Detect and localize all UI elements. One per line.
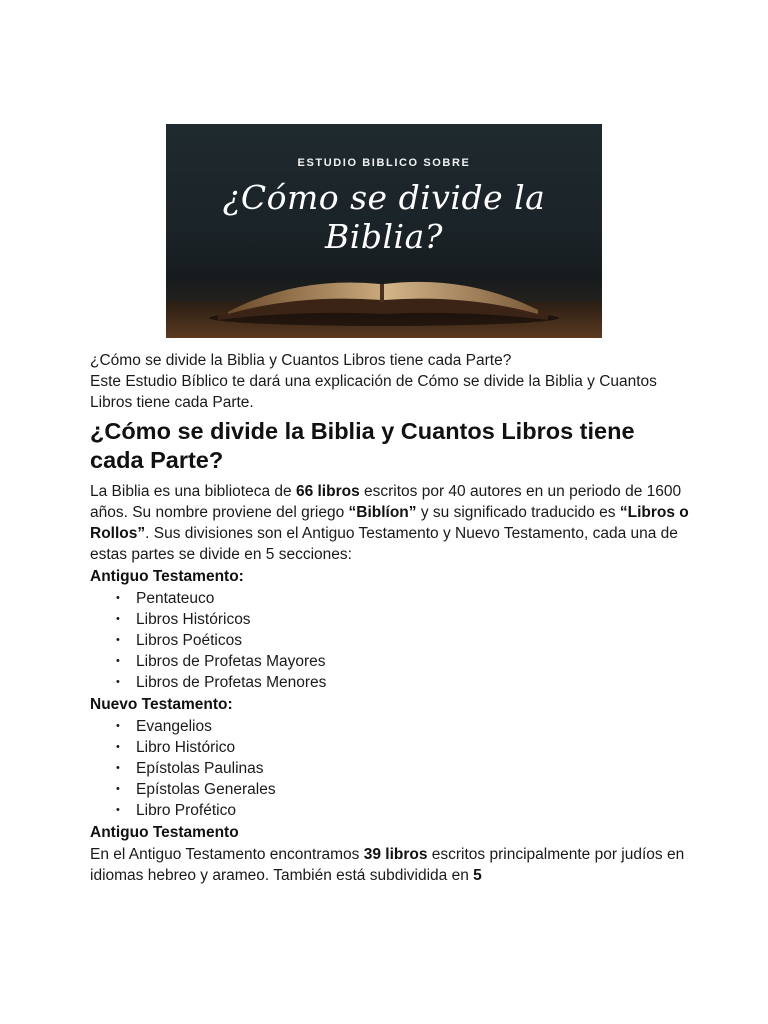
new-testament-label: Nuevo Testamento:: [90, 696, 233, 713]
list-item: [116, 800, 690, 821]
bullet-icon: •: [116, 634, 120, 646]
bullet-icon: •: [116, 720, 120, 732]
intro-text: Este Estudio Bíblico te dará una explicación de Cómo se divide la Biblia y Cuantos Libros tiene cada Parte.: [90, 373, 657, 411]
list-item-label: Libro Histórico: [136, 739, 236, 756]
list-item: [116, 779, 690, 800]
list-item-label: Libros de Profetas Menores: [136, 674, 327, 691]
bullet-icon: •: [116, 676, 120, 688]
list-item-label: Libros de Profetas Mayores: [136, 653, 326, 670]
paragraph-text: . Sus divisiones son el Antiguo Testamento y Nuevo Testamento, cada una de estas partes se divide en 5 secciones:: [90, 525, 678, 563]
paragraph-text: La Biblia es una biblioteca de: [90, 483, 296, 500]
paragraph-text: escritos por 40 autores en un periodo de 1600 años. Su nombre proviene del griego: [90, 483, 682, 521]
hero-script-title: ¿Cómo se divide la Biblia?: [222, 178, 546, 256]
old-testament-label: Antiguo Testamento:: [90, 568, 244, 585]
list-item-label: Libros Poéticos: [136, 632, 242, 649]
paragraph-text: y su significado traducido es: [416, 504, 620, 521]
old-testament-list: [90, 588, 690, 693]
list-item: [116, 630, 690, 651]
paragraph-text: En el Antiguo Testamento encontramos: [90, 846, 364, 863]
paragraph-bold: 39 libros: [363, 846, 428, 863]
paragraph-bold: “Libros o Rollos”: [90, 504, 689, 542]
list-item: [116, 737, 690, 758]
list-item: [116, 651, 690, 672]
paragraph-bold: 5: [473, 867, 482, 884]
bullet-icon: •: [116, 762, 120, 774]
list-item-label: Pentateuco: [136, 590, 215, 607]
bullet-icon: •: [116, 804, 120, 816]
new-testament-list: [90, 716, 690, 821]
list-item-label: Libros Históricos: [136, 611, 251, 628]
paragraph-bold: “Biblíon”: [348, 504, 417, 521]
list-item-label: Epístolas Generales: [136, 781, 276, 798]
bullet-icon: •: [116, 592, 120, 604]
list-item: [116, 672, 690, 693]
list-item: [116, 588, 690, 609]
hero-image: [166, 124, 602, 338]
paragraph-biblia: [90, 481, 690, 565]
intro-title: ¿Cómo se divide la Biblia y Cuantos Libros tiene cada Parte?: [90, 352, 512, 369]
bullet-icon: •: [116, 613, 120, 625]
paragraph-old-testament: [90, 844, 690, 886]
list-item-label: Libro Profético: [136, 802, 236, 819]
list-item-label: Evangelios: [136, 718, 212, 735]
paragraph-bold: 66 libros: [295, 483, 360, 500]
paragraph-text: escritos principalmente por judíos en idiomas hebreo y arameo. También está subdividida en: [90, 846, 685, 884]
article-body: [90, 350, 690, 886]
list-item: [116, 758, 690, 779]
hero-kicker: ESTUDIO BIBLICO SOBRE: [297, 157, 471, 169]
bullet-icon: •: [116, 741, 120, 753]
bullet-icon: •: [116, 655, 120, 667]
bullet-icon: •: [116, 783, 120, 795]
page-heading: ¿Cómo se divide la Biblia y Cuantos Libros tiene cada Parte?: [90, 418, 635, 473]
list-item: [116, 716, 690, 737]
list-item-label: Epístolas Paulinas: [136, 760, 264, 777]
list-item: [116, 609, 690, 630]
section-heading-old-testament: Antiguo Testamento: [90, 824, 239, 841]
